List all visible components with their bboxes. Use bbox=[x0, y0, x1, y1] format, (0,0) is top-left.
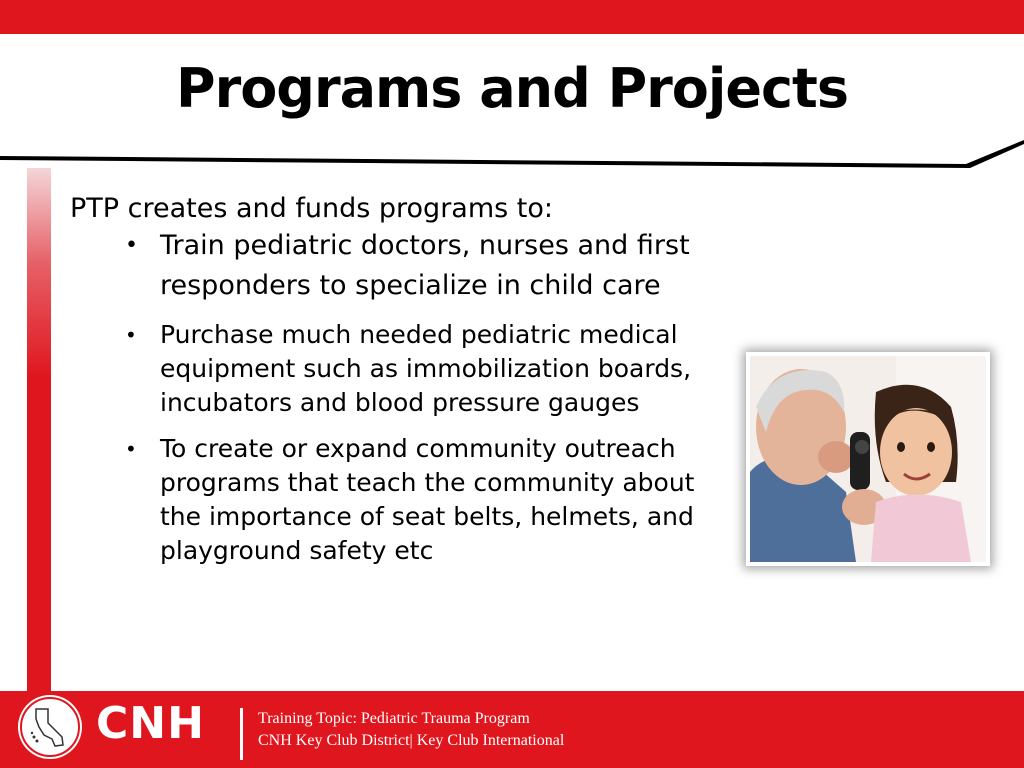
intro-text: PTP creates and funds programs to: bbox=[70, 193, 553, 224]
state-map-icon bbox=[22, 699, 78, 755]
slide-body bbox=[70, 192, 790, 568]
bullet-icon: • bbox=[125, 437, 137, 461]
footer-brand: CNH bbox=[96, 698, 205, 749]
california-outline-logo-icon bbox=[20, 697, 80, 757]
doctor-child-photo bbox=[746, 352, 990, 566]
footer-divider bbox=[240, 708, 243, 760]
slide-title: Programs and Projects bbox=[176, 57, 848, 120]
bullet-icon: • bbox=[125, 233, 138, 258]
title-underline-rule bbox=[0, 140, 1024, 174]
bullet-text: To create or expand community outreach programs that teach the community about the importance of seat belts, helmets, and playground safety etc bbox=[160, 434, 695, 565]
bullet-list bbox=[70, 226, 790, 568]
top-accent-bar bbox=[0, 0, 1024, 34]
footer-caption bbox=[258, 708, 564, 752]
list-item bbox=[70, 226, 790, 306]
list-item bbox=[70, 318, 720, 420]
bullet-text: Purchase much needed pediatric medical equipment such as immobilization boards, incubators and blood pressure gauges bbox=[160, 320, 692, 417]
left-margin bbox=[0, 168, 27, 692]
list-item bbox=[70, 432, 720, 568]
footer-line-2: CNH Key Club District| Key Club International bbox=[258, 732, 565, 749]
photo-illustration-icon bbox=[746, 352, 990, 566]
left-accent-stripe bbox=[27, 168, 51, 692]
bullet-icon: • bbox=[125, 323, 137, 347]
footer-line-1: Training Topic: Pediatric Trauma Program bbox=[258, 710, 530, 727]
bullet-text: Train pediatric doctors, nurses and first responders to specialize in child care bbox=[160, 230, 690, 301]
